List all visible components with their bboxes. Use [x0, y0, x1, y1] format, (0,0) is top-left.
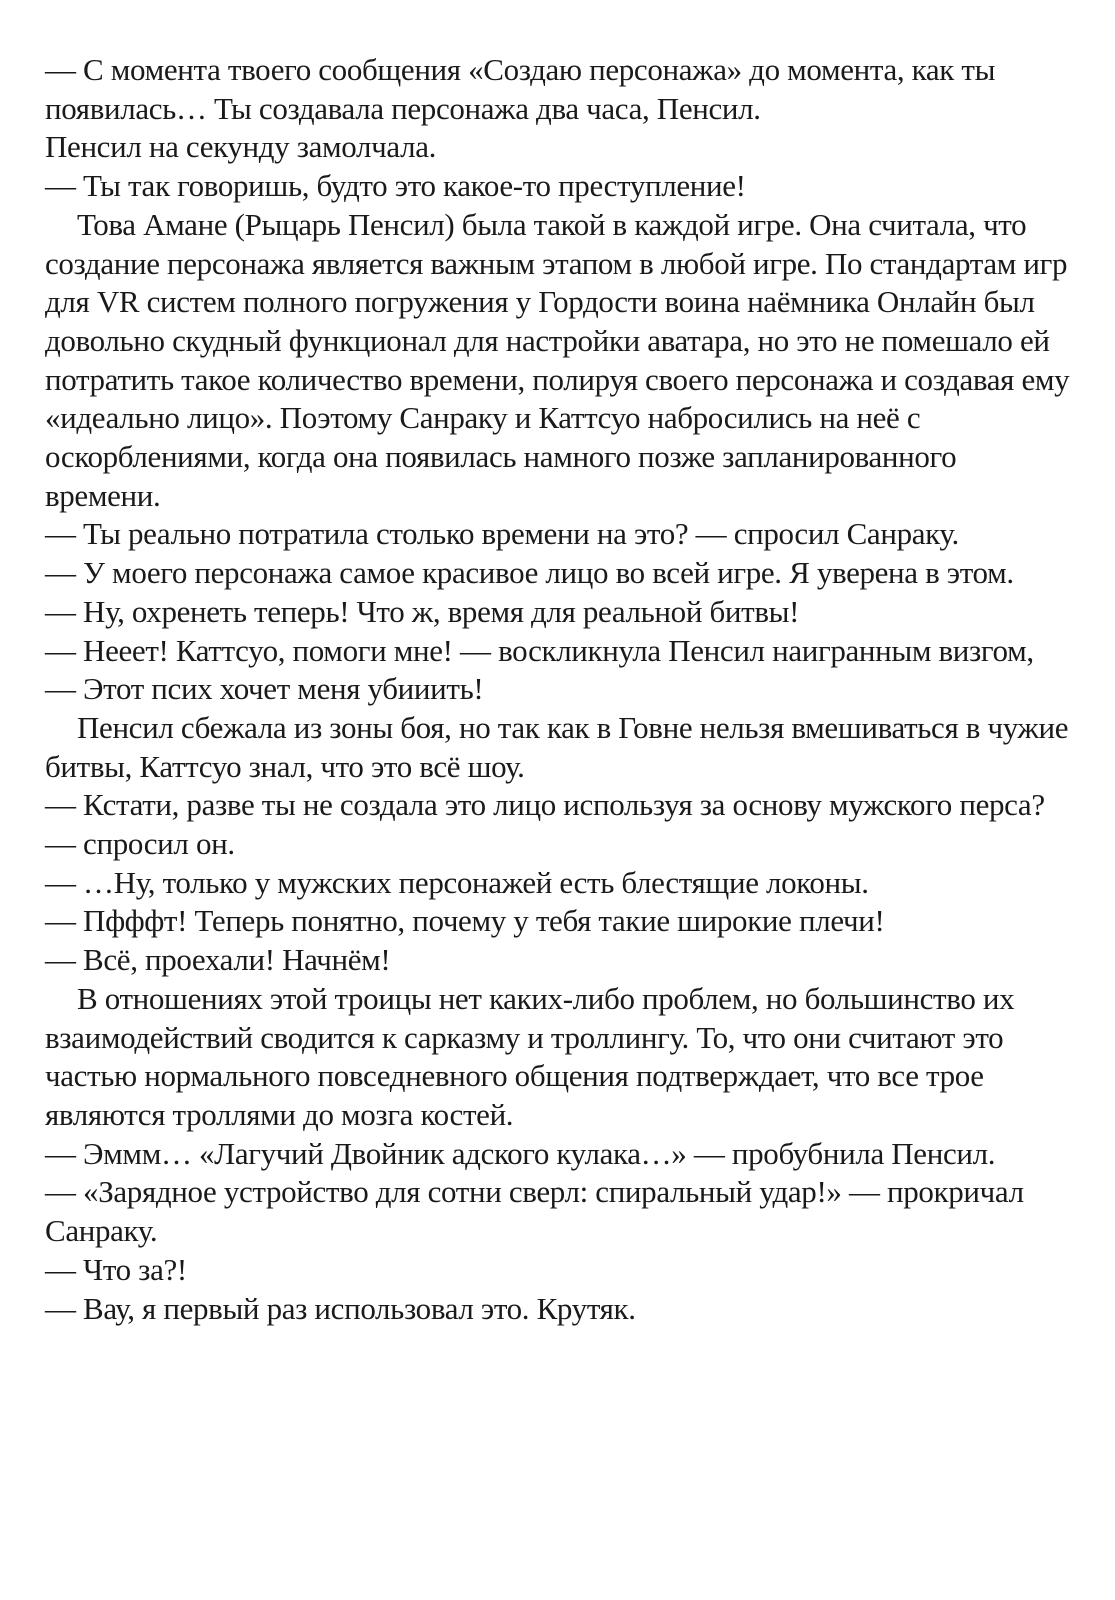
- paragraph: — Вау, я первый раз использовал это. Крутяк.: [45, 1290, 636, 1326]
- paragraph: В отношениях этой троицы нет каких-либо проблем, но большинство их взаимодействий сводится к сарказму и троллингу. То, что они считают это частью нормального повседневного общения подтверждает, что все трое являются троллями до мозга костей.: [45, 980, 1015, 1132]
- paragraph: — Кстати, разве ты не создала это лицо используя за основу мужского перса? — спросил он.: [45, 787, 1045, 862]
- paragraph: — У моего персонажа самое красивое лицо во всей игре. Я уверена в этом.: [45, 555, 1014, 591]
- paragraph: — Что за?!: [45, 1251, 187, 1287]
- paragraph: — Ты так говоришь, будто это какое-то преступление!: [45, 168, 746, 204]
- paragraph: — Всё, проехали! Начнём!: [45, 942, 391, 978]
- paragraph: — С момента твоего сообщения «Создаю персонажа» до момента, как ты появилась… Ты создавала персонажа два часа, Пенсил.: [45, 52, 996, 126]
- paragraph: — «Зарядное устройство для сотни сверл: спиральный удар!» — прокричал Санраку.: [45, 1174, 1024, 1249]
- paragraph: Това Амане (Рыцарь Пенсил) была такой в каждой игре. Она считала, что создание персонажа является важным этапом в любой игре. По стандартам игр для VR систем полного погружения у Гордости воина наёмника Онлайн был довольно скудный функционал для настройки аватара, но это не помешало ей потратить такое количество времени, полируя своего персонажа и создавая ему «идеально лицо». Поэтому Санраку и Каттсуо набросились на неё с оскорблениями, когда она появилась намного позже запланированного времени.: [45, 206, 1070, 513]
- paragraph: — Этот псих хочет меня убииить!: [45, 671, 484, 707]
- paragraph: — Ну, охренеть теперь! Что ж, время для реальной битвы!: [45, 593, 800, 629]
- paragraph: — Пфффт! Теперь понятно, почему у тебя такие широкие плечи!: [45, 903, 885, 939]
- document-page: [45, 51, 1075, 1328]
- paragraph: Пенсил на секунду замолчала.: [45, 129, 437, 165]
- paragraph: — Ты реально потратила столько времени на это? — спросил Санраку.: [45, 516, 959, 552]
- paragraph: — Нееет! Каттсуо, помоги мне! — воскликнула Пенсил наигранным визгом,: [45, 632, 1034, 668]
- paragraph: — …Ну, только у мужских персонажей есть блестящие локоны.: [45, 864, 869, 900]
- paragraph: Пенсил сбежала из зоны боя, но так как в Говне нельзя вмешиваться в чужие битвы, Каттсуо знал, что это всё шоу.: [45, 709, 1069, 784]
- paragraph: — Эммм… «Лагучий Двойник адского кулака…» — пробубнила Пенсил.: [45, 1135, 996, 1171]
